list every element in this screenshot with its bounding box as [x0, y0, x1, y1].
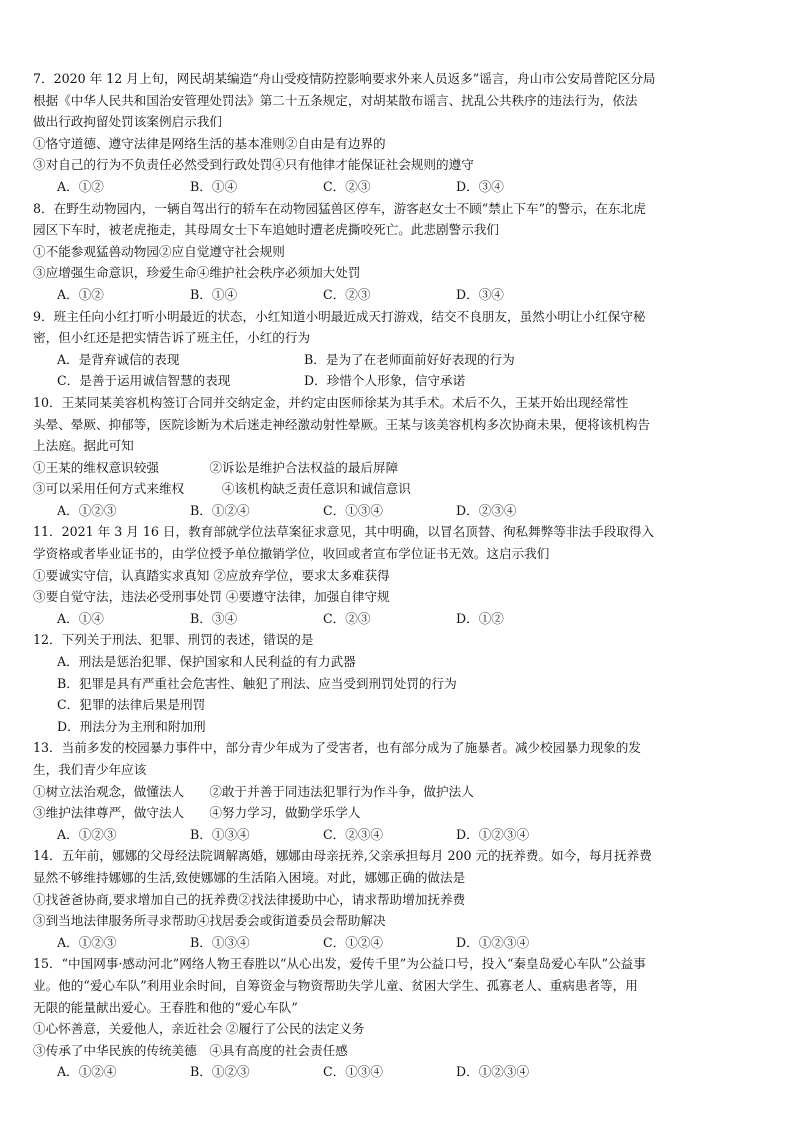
statement-line: ③要自觉守法，违法必受刑事处罚 ④要遵守法律，加强自律守规 — [33, 589, 390, 605]
option-a: A．①②③ — [57, 502, 117, 518]
question-stem-line: 生，我们青少年应该 — [33, 762, 147, 777]
option-d: D．珍惜个人形象，信守承诺 — [304, 373, 466, 389]
option-b: B．①③④ — [190, 826, 250, 842]
option-c: C．①②④ — [323, 934, 384, 950]
option-b: B．①②④ — [190, 502, 250, 518]
answer-options — [33, 176, 768, 198]
question-stem-line: 15．“中国网事·感动河北”网络人物王春胜以“从心出发，爱传千里”为公益口号，投入“秦皇岛爱心车队”公益事 — [33, 956, 646, 972]
answer-options-row — [33, 349, 768, 371]
question-15 — [33, 953, 768, 1083]
statement-line: ③可以采用任何方式来维权 ④该机构缺乏责任意识和诚信意识 — [33, 481, 411, 497]
question-9 — [33, 306, 768, 392]
question-14 — [33, 845, 768, 953]
question-stem-line: 13．当前多发的校园暴力事件中，部分青少年成为了受害者，也有部分成为了施暴者。减少校园暴力现象的发 — [33, 740, 641, 756]
option-c: C．②③ — [323, 286, 371, 302]
question-stem-line: 12．下列关于刑法、犯罪、刑罚的表述，错误的是 — [33, 632, 314, 648]
question-7 — [33, 68, 768, 198]
answer-options — [33, 284, 768, 306]
statement-line: ③对自己的行为不负责任必然受到行政处罚④只有他律才能保证社会规则的遵守 — [33, 157, 474, 173]
statement-line: ①王某的维权意识较强 ②诉讼是维护合法权益的最后屏障 — [33, 459, 399, 475]
question-8 — [33, 198, 768, 306]
option-d: D．①②③④ — [456, 934, 530, 950]
answer-options-row — [33, 370, 768, 392]
question-stem-line: 学资格或者毕业证书的，由学位授予单位撤销学位，收回或者宣布学位证书无效。这启示我们 — [33, 546, 550, 562]
option-b: B．是为了在老师面前好好表现的行为 — [304, 351, 515, 367]
option-c: C．②③④ — [323, 826, 384, 842]
answer-options — [33, 608, 768, 630]
question-stem-line: 上法庭。据此可知 — [33, 438, 134, 454]
option-d: D．①②③④ — [456, 826, 530, 842]
option-b: B．①④ — [190, 178, 238, 194]
option-a: A．是背弃诚信的表现 — [57, 351, 180, 367]
question-stem-line: 密，但小红还是把实情告诉了班主任，小红的行为 — [33, 330, 311, 346]
option-b: B．①③④ — [190, 934, 250, 950]
option-d: D．①② — [456, 610, 504, 626]
option-b: B．犯罪是具有严重社会危害性、触犯了刑法、应当受到刑罚处罚的行为 — [57, 675, 457, 691]
question-stem-line: 显然不够维持娜娜的生活,致使娜娜的生活陷入困境。对此，娜娜正确的做法是 — [33, 869, 466, 885]
question-stem-line: 无限的能量献出爱心。王春胜和他的“爱心车队” — [33, 999, 298, 1015]
statement-line: ①不能参观猛兽动物园②应自觉遵守社会规则 — [33, 243, 285, 259]
question-13 — [33, 737, 768, 845]
option-b: B．①②③ — [190, 1064, 250, 1080]
statement-line: ③应增强生命意识，珍爱生命④维护社会秩序必须加大处罚 — [33, 265, 361, 281]
option-c: C．是善于运用诚信智慧的表现 — [57, 373, 231, 389]
answer-options — [33, 1061, 768, 1083]
question-stem-line: 14．五年前，娜娜的父母经法院调解离婚，娜娜由母亲抚养,父亲承担每月 200 元的抚养费。如今，每月抚养费 — [33, 848, 652, 864]
option-c: C．①③④ — [323, 502, 384, 518]
question-stem-line: 9．班主任向小红打听小明最近的状态，小红知道小明最近成天打游戏，结交不良朋友，虽然小明让小红保守秘 — [33, 308, 646, 324]
option-a: A．①② — [57, 178, 104, 194]
option-d: D．刑法分为主刑和附加刑 — [57, 718, 206, 734]
question-stem-line: 8．在野生动物园内，一辆自驾出行的轿车在动物园猛兽区停车，游客赵女士不顾“禁止下车”的警示，在东北虎 — [33, 200, 646, 216]
question-12 — [33, 629, 768, 737]
option-c: C．①③④ — [323, 1064, 384, 1080]
option-d: D．②③④ — [456, 502, 517, 518]
question-stem-line: 园区下车时，被老虎拖走，其母周女士下车追她时遭老虎撕咬死亡。此悲剧警示我们 — [33, 222, 499, 238]
question-11 — [33, 521, 768, 629]
answer-options — [33, 824, 768, 846]
question-stem-line: 做出行政拘留处罚该案例启示我们 — [33, 114, 222, 130]
statement-line: ①心怀善意，关爱他人，亲近社会 ②履行了公民的法定义务 — [33, 1021, 365, 1037]
question-stem-line: 11．2021 年 3 月 16 日，教育部就学位法草案征求意见，其中明确，以冒名顶替、徇私舞弊等非法手段取得入 — [33, 524, 655, 540]
question-stem-line: 10．王某同某美容机构签订合同并交纳定金，并约定由医师徐某为其手术。术后不久，王某开始出现经常性 — [33, 394, 629, 410]
answer-options — [33, 500, 768, 522]
question-stem-line: 头晕、晕厥、抑郁等，医院诊断为术后迷走神经激动射性晕厥。王某与该美容机构多次协商未果，便将该机构告 — [33, 416, 651, 432]
statement-line: ①恪守道德、遵守法律是网络生活的基本准则②自由是有边界的 — [33, 135, 386, 151]
option-a: A．刑法是惩治犯罪、保护国家和人民利益的有力武器 — [57, 654, 356, 670]
statement-line: ①找爸爸协商,要求增加自己的抚养费②找法律援助中心，请求帮助增加抚养费 — [33, 891, 466, 907]
statement-line: ③维护法律尊严，做守法人 ④努力学习，做勤学乐学人 — [33, 805, 361, 821]
statement-line: ③到当地法律服务所寻求帮助④找居委会或街道委员会帮助解决 — [33, 913, 386, 929]
statement-line: ①要诚实守信，认真踏实求真知 ②应放弃学位，要求太多难获得 — [33, 567, 390, 583]
question-stem-line: 根据《中华人民共和国治安管理处罚法》第二十五条规定，对胡某散布谣言、扰乱公共秩序的违法行为，依法 — [33, 92, 638, 108]
question-10 — [33, 392, 768, 522]
option-c: C．②③ — [323, 178, 371, 194]
option-a: A．①②③ — [57, 826, 117, 842]
question-stem-line: 7．2020 年 12 月上旬，网民胡某编造“舟山受疫情防控影响要求外来人员返多”谣言，舟山市公安局普陀区分局 — [33, 71, 656, 86]
option-a: A．①④ — [57, 610, 104, 626]
option-d: D．③④ — [456, 286, 504, 302]
option-b: B．①④ — [190, 286, 238, 302]
option-d: D．①②③④ — [456, 1064, 530, 1080]
option-d: D．③④ — [456, 178, 504, 194]
option-c: C．犯罪的法律后果是刑罚 — [57, 697, 206, 713]
option-a: A．①②③ — [57, 934, 117, 950]
question-stem-line: 业。他的“爱心车队”利用业余时间，自筹资金与物资帮助失学儿童、贫困大学生、孤寡老人、重病患者等，用 — [33, 977, 638, 993]
option-c: C．②③ — [323, 610, 371, 626]
option-b: B．③④ — [190, 610, 238, 626]
statement-line: ①树立法治观念，做懂法人 ②敢于并善于同违法犯罪行为作斗争，做护法人 — [33, 783, 474, 799]
option-a: A．①② — [57, 286, 104, 302]
statement-line: ③传承了中华民族的传统美德 ④具有高度的社会责任感 — [33, 1042, 348, 1058]
option-a: A．①②④ — [57, 1064, 117, 1080]
answer-options — [33, 932, 768, 954]
